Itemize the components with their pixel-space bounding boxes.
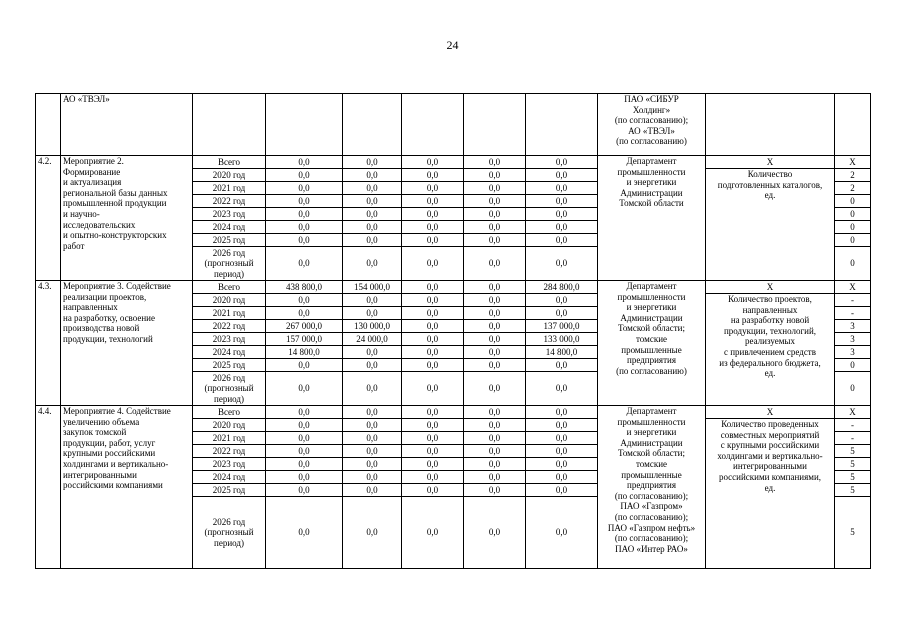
amount-cell: 0,0 [343, 406, 402, 419]
amount-cell: 0,0 [343, 169, 402, 182]
amount-cell: 0,0 [343, 445, 402, 458]
indicator-value-cell: 5 [835, 484, 871, 497]
amount-cell: 0,0 [402, 484, 464, 497]
indicator-value-cell: - [835, 294, 871, 307]
indicator-value-cell: - [835, 419, 871, 432]
amount-cell: 0,0 [343, 294, 402, 307]
amount-cell: 0,0 [402, 471, 464, 484]
indicator-value-cell: 5 [835, 445, 871, 458]
top-row-value-cell [835, 94, 871, 156]
amount-cell: 0,0 [526, 307, 598, 320]
amount-cell: 0,0 [402, 432, 464, 445]
period-cell: 2026 год (прогнозный период) [193, 497, 266, 569]
amount-cell: 0,0 [464, 156, 526, 169]
amount-cell: 0,0 [266, 307, 343, 320]
indicator-value-cell: 0 [835, 247, 871, 281]
page-number: 24 [446, 38, 459, 52]
amount-cell: 0,0 [464, 419, 526, 432]
period-cell: 2021 год [193, 307, 266, 320]
amount-cell: 0,0 [526, 359, 598, 372]
period-cell: 2024 год [193, 346, 266, 359]
period-cell: 2026 год (прогнозный период) [193, 372, 266, 406]
executor-cell: Департамент промышленности и энергетики Администрации Томской области; томские промышленные предприятия (по согласованию) [598, 281, 706, 406]
amount-cell: 14 800,0 [526, 346, 598, 359]
amount-cell: 0,0 [266, 182, 343, 195]
period-cell: 2023 год [193, 458, 266, 471]
amount-cell: 0,0 [464, 406, 526, 419]
period-cell: Всего [193, 406, 266, 419]
amount-cell: 0,0 [526, 221, 598, 234]
top-row [36, 94, 871, 156]
amount-cell: 0,0 [464, 221, 526, 234]
program-table [35, 93, 871, 569]
amount-cell: 0,0 [266, 406, 343, 419]
indicator-value-cell: 2 [835, 169, 871, 182]
amount-cell: 0,0 [402, 419, 464, 432]
section-row [36, 281, 871, 294]
amount-cell: 0,0 [526, 471, 598, 484]
period-cell: 2023 год [193, 208, 266, 221]
amount-cell: 0,0 [343, 471, 402, 484]
amount-cell: 0,0 [343, 346, 402, 359]
amount-cell: 0,0 [266, 169, 343, 182]
amount-cell: 0,0 [343, 419, 402, 432]
top-row-indicator-cell [706, 94, 835, 156]
amount-cell: 0,0 [464, 445, 526, 458]
amount-cell: 0,0 [526, 208, 598, 221]
amount-cell: 0,0 [464, 497, 526, 569]
amount-cell: 0,0 [464, 346, 526, 359]
period-cell: 2021 год [193, 432, 266, 445]
amount-cell: 0,0 [402, 346, 464, 359]
amount-cell: 0,0 [464, 432, 526, 445]
indicator-value-cell: 0 [835, 359, 871, 372]
executor-cell: Департамент промышленности и энергетики Администрации Томской области; томские промышленные предприятия (по согласованию); ПАО «Газпром» (по согласованию); ПАО «Газпром нефть» (по согласованию); ПАО «Интер РАО» [598, 406, 706, 569]
period-cell: 2026 год (прогнозный период) [193, 247, 266, 281]
indicator-value-cell: 2 [835, 182, 871, 195]
amount-cell: 154 000,0 [343, 281, 402, 294]
amount-cell: 133 000,0 [526, 333, 598, 346]
amount-cell: 0,0 [343, 195, 402, 208]
section-number: 4.3. [36, 281, 61, 406]
amount-cell: 0,0 [526, 169, 598, 182]
amount-cell: 0,0 [464, 195, 526, 208]
amount-cell: 0,0 [402, 182, 464, 195]
amount-cell: 0,0 [526, 247, 598, 281]
amount-cell: 0,0 [266, 195, 343, 208]
event-name: Мероприятие 4. Содействие увеличению объема закупок томской продукции, работ, услуг крупными российскими холдингами и вертикально- интегрированными российскими компаниями [61, 406, 193, 569]
amount-cell: 0,0 [266, 294, 343, 307]
event-name: Мероприятие 2. Формирование и актуализация региональной базы данных промышленной продукции и научно- исследовательских и опытно-конструкторских работ [61, 156, 193, 281]
amount-cell: 284 800,0 [526, 281, 598, 294]
top-row-num-cell [36, 94, 61, 156]
period-cell: 2022 год [193, 195, 266, 208]
amount-cell: 0,0 [266, 359, 343, 372]
amount-cell: 0,0 [343, 497, 402, 569]
indicator-value-cell: - [835, 307, 871, 320]
top-row-v3-cell [402, 94, 464, 156]
amount-cell: 438 800,0 [266, 281, 343, 294]
indicator-value-cell: 0 [835, 234, 871, 247]
amount-cell: 0,0 [464, 320, 526, 333]
indicator-value-cell: - [835, 432, 871, 445]
amount-cell: 0,0 [464, 359, 526, 372]
amount-cell: 0,0 [526, 182, 598, 195]
amount-cell: 0,0 [526, 497, 598, 569]
amount-cell: 0,0 [402, 497, 464, 569]
period-cell: 2025 год [193, 484, 266, 497]
amount-cell: 0,0 [402, 294, 464, 307]
amount-cell: 0,0 [266, 471, 343, 484]
indicator-value-cell: 5 [835, 458, 871, 471]
indicator-value-cell: 5 [835, 497, 871, 569]
period-cell: 2020 год [193, 294, 266, 307]
period-cell: Всего [193, 156, 266, 169]
amount-cell: 0,0 [526, 458, 598, 471]
amount-cell: 130 000,0 [343, 320, 402, 333]
amount-cell: 0,0 [526, 484, 598, 497]
amount-cell: 0,0 [464, 234, 526, 247]
period-cell: 2025 год [193, 359, 266, 372]
amount-cell: 0,0 [464, 458, 526, 471]
amount-cell: 0,0 [464, 247, 526, 281]
amount-cell: 0,0 [266, 484, 343, 497]
amount-cell: 0,0 [402, 156, 464, 169]
indicator-value-cell: 3 [835, 333, 871, 346]
indicator-value-cell: 0 [835, 208, 871, 221]
amount-cell: 0,0 [402, 307, 464, 320]
amount-cell: 0,0 [266, 497, 343, 569]
section-number: 4.4. [36, 406, 61, 569]
amount-cell: 0,0 [526, 419, 598, 432]
indicator-value-cell: Х [835, 281, 871, 294]
amount-cell: 0,0 [526, 156, 598, 169]
period-cell: 2025 год [193, 234, 266, 247]
amount-cell: 0,0 [266, 247, 343, 281]
amount-cell: 0,0 [464, 333, 526, 346]
indicator-value-cell: 0 [835, 372, 871, 406]
indicator-header-cell: Х [706, 156, 835, 169]
indicator-value-cell: 3 [835, 320, 871, 333]
period-cell: 2022 год [193, 320, 266, 333]
amount-cell: 0,0 [266, 458, 343, 471]
period-cell: 2022 год [193, 445, 266, 458]
amount-cell: 0,0 [464, 169, 526, 182]
amount-cell: 0,0 [343, 359, 402, 372]
top-row-v5-cell [526, 94, 598, 156]
indicator-header-cell: Х [706, 281, 835, 294]
amount-cell: 0,0 [343, 247, 402, 281]
amount-cell: 137 000,0 [526, 320, 598, 333]
executor-cell: Департамент промышленности и энергетики Администрации Томской области [598, 156, 706, 281]
indicator-cell: Количество проведенных совместных мероприятий с крупными российскими холдингами и вертикально- интегрированными российскими компаниями, ед. [706, 419, 835, 569]
amount-cell: 267 000,0 [266, 320, 343, 333]
amount-cell: 0,0 [402, 406, 464, 419]
amount-cell: 0,0 [464, 372, 526, 406]
amount-cell: 0,0 [526, 234, 598, 247]
top-row-executor: ПАО «СИБУР Холдинг» (по согласованию); АО «ТВЭЛ» (по согласованию) [598, 94, 706, 156]
amount-cell: 0,0 [266, 234, 343, 247]
top-row-v2-cell [343, 94, 402, 156]
amount-cell: 0,0 [343, 458, 402, 471]
top-row-period-cell [193, 94, 266, 156]
amount-cell: 24 000,0 [343, 333, 402, 346]
amount-cell: 0,0 [526, 294, 598, 307]
amount-cell: 0,0 [402, 221, 464, 234]
amount-cell: 0,0 [464, 182, 526, 195]
amount-cell: 0,0 [402, 359, 464, 372]
amount-cell: 0,0 [526, 372, 598, 406]
amount-cell: 0,0 [343, 432, 402, 445]
indicator-value-cell: Х [835, 406, 871, 419]
period-cell: Всего [193, 281, 266, 294]
top-row-v1-cell [266, 94, 343, 156]
section-row [36, 406, 871, 419]
amount-cell: 0,0 [266, 208, 343, 221]
amount-cell: 0,0 [402, 234, 464, 247]
period-cell: 2021 год [193, 182, 266, 195]
section-row [36, 156, 871, 169]
amount-cell: 0,0 [464, 484, 526, 497]
amount-cell: 0,0 [343, 221, 402, 234]
top-row-event: АО «ТВЭЛ» [61, 94, 193, 156]
amount-cell: 0,0 [266, 432, 343, 445]
period-cell: 2023 год [193, 333, 266, 346]
amount-cell: 0,0 [464, 307, 526, 320]
amount-cell: 0,0 [266, 445, 343, 458]
amount-cell: 0,0 [464, 294, 526, 307]
amount-cell: 0,0 [526, 445, 598, 458]
amount-cell: 0,0 [402, 333, 464, 346]
amount-cell: 0,0 [343, 182, 402, 195]
indicator-value-cell: 0 [835, 195, 871, 208]
amount-cell: 14 800,0 [266, 346, 343, 359]
top-row-v4-cell [464, 94, 526, 156]
amount-cell: 0,0 [343, 307, 402, 320]
indicator-value-cell: 0 [835, 221, 871, 234]
section-number: 4.2. [36, 156, 61, 281]
amount-cell: 0,0 [526, 406, 598, 419]
period-cell: 2024 год [193, 471, 266, 484]
amount-cell: 0,0 [266, 156, 343, 169]
indicator-cell: Количество подготовленных каталогов, ед. [706, 169, 835, 281]
amount-cell: 0,0 [343, 208, 402, 221]
amount-cell: 0,0 [266, 221, 343, 234]
amount-cell: 0,0 [464, 471, 526, 484]
amount-cell: 0,0 [343, 372, 402, 406]
amount-cell: 0,0 [402, 281, 464, 294]
period-cell: 2024 год [193, 221, 266, 234]
indicator-cell: Количество проектов, направленных на разработку новой продукции, технологий, реализуемых с привлечением средств из федерального бюджета, ед. [706, 294, 835, 406]
amount-cell: 0,0 [526, 195, 598, 208]
amount-cell: 0,0 [343, 484, 402, 497]
amount-cell: 157 000,0 [266, 333, 343, 346]
amount-cell: 0,0 [402, 458, 464, 471]
amount-cell: 0,0 [343, 156, 402, 169]
period-cell: 2020 год [193, 169, 266, 182]
amount-cell: 0,0 [464, 281, 526, 294]
amount-cell: 0,0 [402, 445, 464, 458]
amount-cell: 0,0 [402, 208, 464, 221]
amount-cell: 0,0 [526, 432, 598, 445]
amount-cell: 0,0 [402, 372, 464, 406]
event-name: Мероприятие 3. Содействие реализации проектов, направленных на разработку, освоение производства новой продукции, технологий [61, 281, 193, 406]
indicator-value-cell: Х [835, 156, 871, 169]
amount-cell: 0,0 [343, 234, 402, 247]
indicator-header-cell: Х [706, 406, 835, 419]
amount-cell: 0,0 [402, 195, 464, 208]
amount-cell: 0,0 [402, 247, 464, 281]
indicator-value-cell: 5 [835, 471, 871, 484]
amount-cell: 0,0 [402, 169, 464, 182]
amount-cell: 0,0 [266, 372, 343, 406]
indicator-value-cell: 3 [835, 346, 871, 359]
amount-cell: 0,0 [266, 419, 343, 432]
amount-cell: 0,0 [402, 320, 464, 333]
period-cell: 2020 год [193, 419, 266, 432]
amount-cell: 0,0 [464, 208, 526, 221]
